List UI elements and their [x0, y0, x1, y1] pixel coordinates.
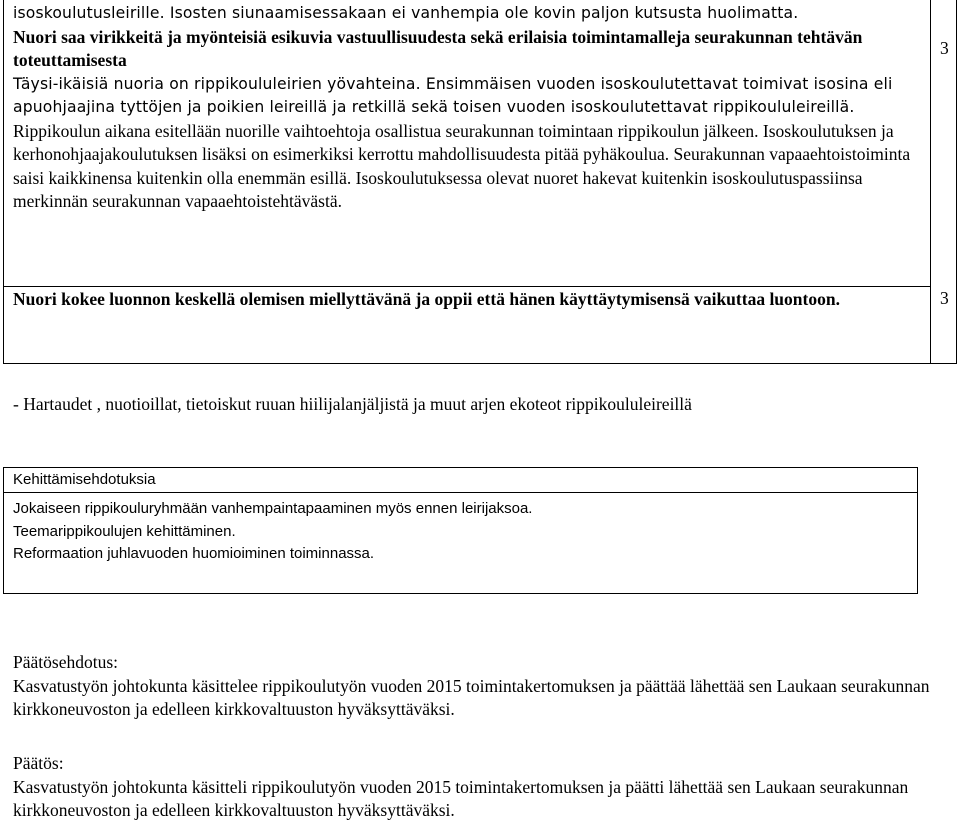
table-column-divider	[930, 0, 931, 363]
row-1-paragraph-volunteering: Rippikoulun aikana esitellään nuorille vaihtoehtoja osallistua seurakunnan toimintaan rippikoulun jälkeen. Isoskoulutuksen ja kerhonohjaajakoulutuksen lisäksi on esimerkiksi kerrottu mahdollisuudesta pitää pyhäkoulua. Seurakunnan vapaaehtoistoiminta saisi kaikkinensa kuitenkin olla enemmän esillä. Isoskoulutuksessa olevat nuoret hakevat kuitenkin isoskoulutuspassiinsa merkinnän seurakunnan vapaaehtoistehtävästä.	[13, 120, 911, 211]
table-row-divider	[4, 286, 930, 287]
proposal-label: Päätösehdotus:	[13, 652, 118, 672]
decision-label: Päätös:	[13, 753, 64, 773]
proposal-section	[13, 651, 943, 722]
development-item: Teemarippikoulujen kehittäminen.	[13, 522, 236, 540]
row-2-goal-statement: Nuori kokee luonnon keskellä olemisen miellyttävänä ja oppii että hänen käyttäytymisensä vaikuttaa luontoon.	[13, 289, 840, 309]
proposal-text: Kasvatustyön johtokunta käsittelee rippikoulutyön vuoden 2015 toimintakertomuksen ja päättää lähettää sen Laukaan seurakunnan kirkkoneuvoston ja edelleen kirkkovaltuuston hyväksyttäväksi.	[13, 675, 930, 719]
row-2-score: 3	[940, 288, 949, 308]
development-list	[4, 493, 917, 566]
development-box	[3, 467, 918, 594]
row-1-continued-text: isoskoulutusleirille. Isosten siunaamisessakaan ei vanhempia ole kovin paljon kutsusta huolimatta.	[13, 4, 799, 22]
row-1-paragraph-night-guards: Täysi-ikäisiä nuoria on rippikoululeirien yövahteina. Ensimmäisen vuoden isoskoulutettavat toimivat isosina eli apuohjaajina tyttöjen ja poikien leireillä ja retkillä sekä toisen vuoden isoskoulutettavat rippikoululeireillä.	[13, 74, 893, 116]
evaluation-table	[3, 0, 957, 364]
development-item: Jokaiseen rippikouluryhmään vanhempaintapaaminen myös ennen leirijaksoa.	[13, 500, 533, 517]
activities-list-item: - Hartaudet , nuotioillat, tietoiskut ruuan hiilijalanjäljistä ja muut arjen ekoteot rippikoululeireillä	[13, 394, 692, 414]
row-1-goal-statement: Nuori saa virikkeitä ja myönteisiä esikuvia vastuullisuudesta sekä erilaisia toimintamalleja seurakunnan tehtävän toteuttamisesta	[13, 26, 863, 70]
row-1-score: 3	[940, 38, 949, 58]
development-heading: Kehittämisehdotuksia	[4, 468, 917, 493]
decision-section	[13, 752, 943, 823]
development-item: Reformaation juhlavuoden huomioiminen toiminnassa.	[13, 545, 375, 562]
decision-text: Kasvatustyön johtokunta käsitteli rippikoulutyön vuoden 2015 toimintakertomuksen ja päätti lähettää sen Laukaan seurakunnan kirkkoneuvoston ja edelleen kirkkovaltuuston hyväksyttäväksi.	[13, 776, 909, 820]
table-row-1-text	[13, 2, 923, 214]
